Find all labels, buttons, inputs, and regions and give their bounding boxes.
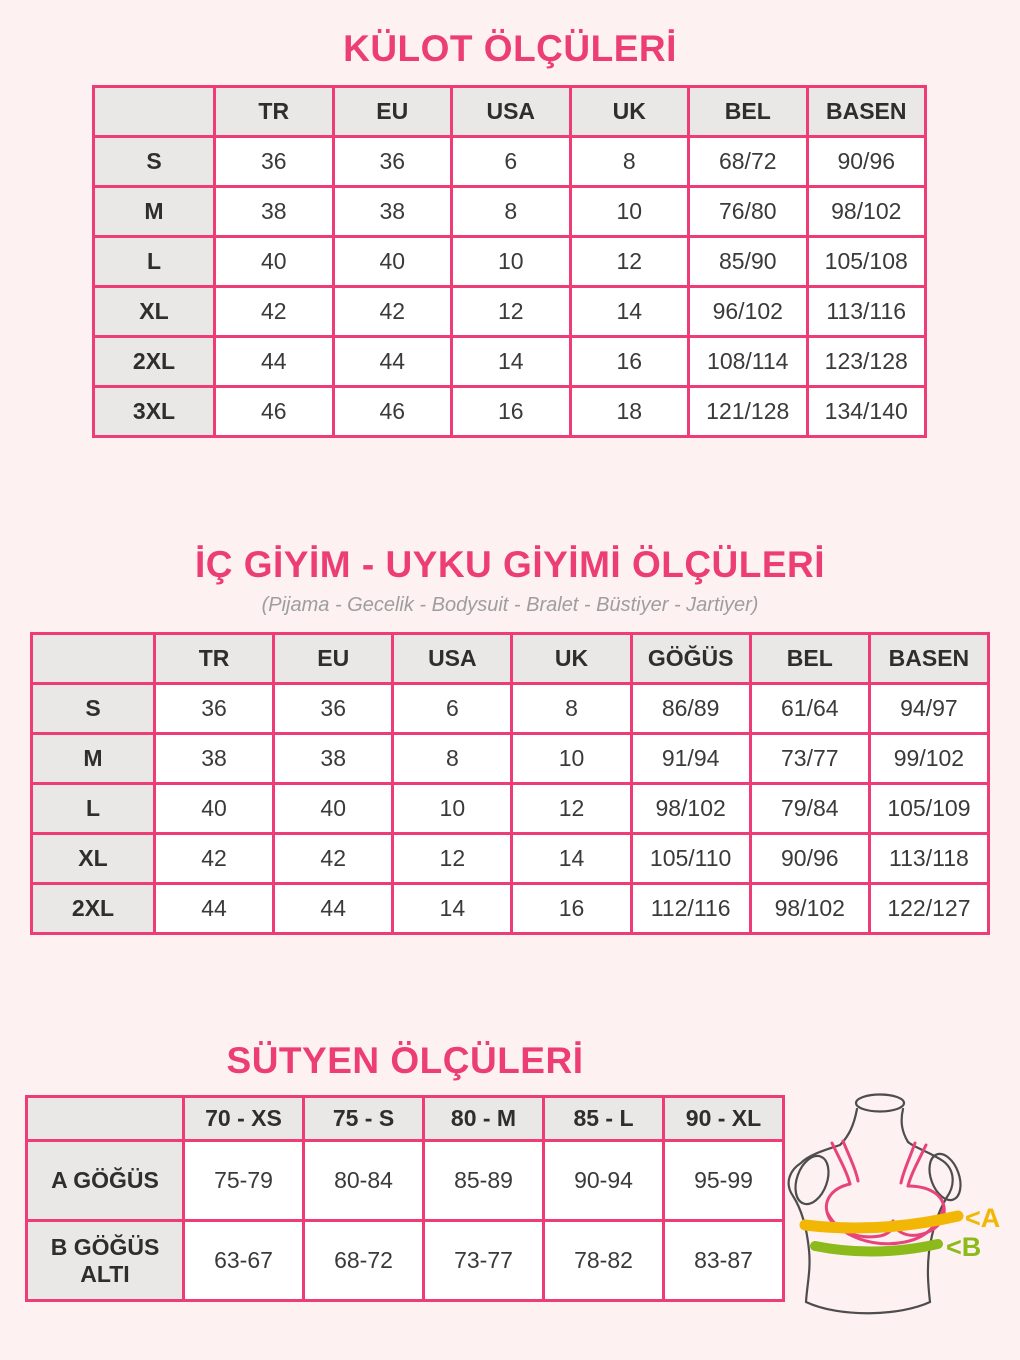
size-value-cell: 85/90 [689,237,808,287]
row-label: 2XL [32,884,155,934]
size-value-cell: 14 [393,884,512,934]
row-label: S [32,684,155,734]
corner-cell [32,634,155,684]
size-value-cell: 44 [155,884,274,934]
column-header: USA [393,634,512,684]
row-label: XL [94,287,215,337]
size-value-cell: 16 [570,337,689,387]
column-header: 90 - XL [664,1097,784,1141]
size-value-cell: 105/109 [869,784,988,834]
size-value-cell: 85-89 [424,1141,544,1221]
size-value-cell: 16 [512,884,631,934]
header-row [32,634,989,684]
size-value-cell: 61/64 [750,684,869,734]
size-value-cell: 91/94 [631,734,750,784]
size-value-cell: 108/114 [689,337,808,387]
size-value-cell: 42 [215,287,334,337]
size-value-cell: 94/97 [869,684,988,734]
column-header: UK [512,634,631,684]
size-value-cell: 8 [512,684,631,734]
size-value-cell: 40 [274,784,393,834]
row-label: L [94,237,215,287]
size-value-cell: 40 [155,784,274,834]
size-value-cell: 12 [512,784,631,834]
row-label: M [32,734,155,784]
size-value-cell: 8 [570,137,689,187]
size-value-cell: 46 [215,387,334,437]
column-header: EU [333,87,452,137]
table-row [32,834,989,884]
size-value-cell: 76/80 [689,187,808,237]
header-row [94,87,926,137]
table-row [94,337,926,387]
table-row [27,1221,784,1301]
column-header: TR [215,87,334,137]
size-value-cell: 113/118 [869,834,988,884]
sutyen-section-title: SÜTYEN ÖLÇÜLERİ [226,1040,584,1081]
size-value-cell: 36 [333,137,452,187]
size-value-cell: 10 [393,784,512,834]
size-value-cell: 44 [274,884,393,934]
size-value-cell: 14 [512,834,631,884]
icgiyim-section-title: İÇ GİYİM - UYKU GİYİMİ ÖLÇÜLERİ [194,544,826,585]
row-label: 2XL [94,337,215,387]
table-row [94,287,926,337]
band-b-label: <B [946,1232,982,1262]
table-row [32,684,989,734]
size-value-cell: 38 [274,734,393,784]
header-row [27,1097,784,1141]
column-header: 75 - S [304,1097,424,1141]
kulot-size-table [92,85,927,438]
mannequin-torso-outline [789,1095,967,1314]
table-row [32,884,989,934]
size-value-cell: 40 [215,237,334,287]
size-value-cell: 38 [215,187,334,237]
row-label: XL [32,834,155,884]
size-value-cell: 134/140 [807,387,926,437]
size-value-cell: 98/102 [631,784,750,834]
size-value-cell: 90-94 [544,1141,664,1221]
corner-cell [27,1097,184,1141]
size-value-cell: 73-77 [424,1221,544,1301]
size-value-cell: 14 [570,287,689,337]
size-value-cell: 105/108 [807,237,926,287]
column-header: 70 - XS [184,1097,304,1141]
column-header: UK [570,87,689,137]
icgiyim-section-subtitle: (Pijama - Gecelik - Bodysuit - Bralet - Büstiyer - Jartiyer) [261,594,759,616]
size-value-cell: 99/102 [869,734,988,784]
size-value-cell: 122/127 [869,884,988,934]
size-value-cell: 42 [274,834,393,884]
size-value-cell: 14 [452,337,571,387]
size-value-cell: 44 [215,337,334,387]
column-header: USA [452,87,571,137]
size-value-cell: 78-82 [544,1221,664,1301]
column-header: BEL [689,87,808,137]
row-label: S [94,137,215,187]
column-header: 80 - M [424,1097,544,1141]
size-value-cell: 10 [512,734,631,784]
size-value-cell: 80-84 [304,1141,424,1221]
row-label: L [32,784,155,834]
size-value-cell: 121/128 [689,387,808,437]
size-value-cell: 12 [393,834,512,884]
table-row [32,784,989,834]
size-value-cell: 68/72 [689,137,808,187]
table-row [94,237,926,287]
size-value-cell: 6 [452,137,571,187]
column-header: BASEN [807,87,926,137]
size-value-cell: 75-79 [184,1141,304,1221]
size-value-cell: 12 [452,287,571,337]
size-value-cell: 90/96 [807,137,926,187]
size-value-cell: 46 [333,387,452,437]
size-value-cell: 113/116 [807,287,926,337]
row-label: M [94,187,215,237]
size-value-cell: 8 [452,187,571,237]
size-value-cell: 98/102 [807,187,926,237]
size-value-cell: 42 [333,287,452,337]
size-value-cell: 36 [274,684,393,734]
column-header: EU [274,634,393,684]
table-row [94,137,926,187]
size-value-cell: 68-72 [304,1221,424,1301]
size-value-cell: 18 [570,387,689,437]
size-value-cell: 40 [333,237,452,287]
column-header: TR [155,634,274,684]
table-row [94,387,926,437]
size-value-cell: 86/89 [631,684,750,734]
size-value-cell: 98/102 [750,884,869,934]
bra-measurement-diagram [780,1080,1020,1360]
size-value-cell: 90/96 [750,834,869,884]
kulot-section-title: KÜLOT ÖLÇÜLERİ [343,28,677,69]
column-header: BEL [750,634,869,684]
band-a-label: <A [965,1203,1001,1233]
row-label: B GÖĞÜS ALTI [27,1221,184,1301]
column-header: BASEN [869,634,988,684]
size-value-cell: 63-67 [184,1221,304,1301]
column-header: GÖĞÜS [631,634,750,684]
size-value-cell: 10 [452,237,571,287]
size-value-cell: 105/110 [631,834,750,884]
size-value-cell: 73/77 [750,734,869,784]
size-value-cell: 44 [333,337,452,387]
icgiyim-size-table [30,632,990,935]
corner-cell [94,87,215,137]
row-label: A GÖĞÜS [27,1141,184,1221]
table-row [27,1141,784,1221]
underbust-measure-band-b [815,1244,938,1252]
size-value-cell: 95-99 [664,1141,784,1221]
size-value-cell: 83-87 [664,1221,784,1301]
table-row [94,187,926,237]
size-value-cell: 123/128 [807,337,926,387]
column-header: 85 - L [544,1097,664,1141]
size-value-cell: 36 [155,684,274,734]
size-value-cell: 79/84 [750,784,869,834]
size-value-cell: 12 [570,237,689,287]
table-row [32,734,989,784]
row-label: 3XL [94,387,215,437]
size-value-cell: 8 [393,734,512,784]
size-value-cell: 112/116 [631,884,750,934]
sutyen-size-table [25,1095,785,1302]
size-value-cell: 42 [155,834,274,884]
size-value-cell: 38 [333,187,452,237]
size-value-cell: 6 [393,684,512,734]
size-value-cell: 36 [215,137,334,187]
size-value-cell: 16 [452,387,571,437]
size-value-cell: 10 [570,187,689,237]
size-value-cell: 38 [155,734,274,784]
size-value-cell: 96/102 [689,287,808,337]
